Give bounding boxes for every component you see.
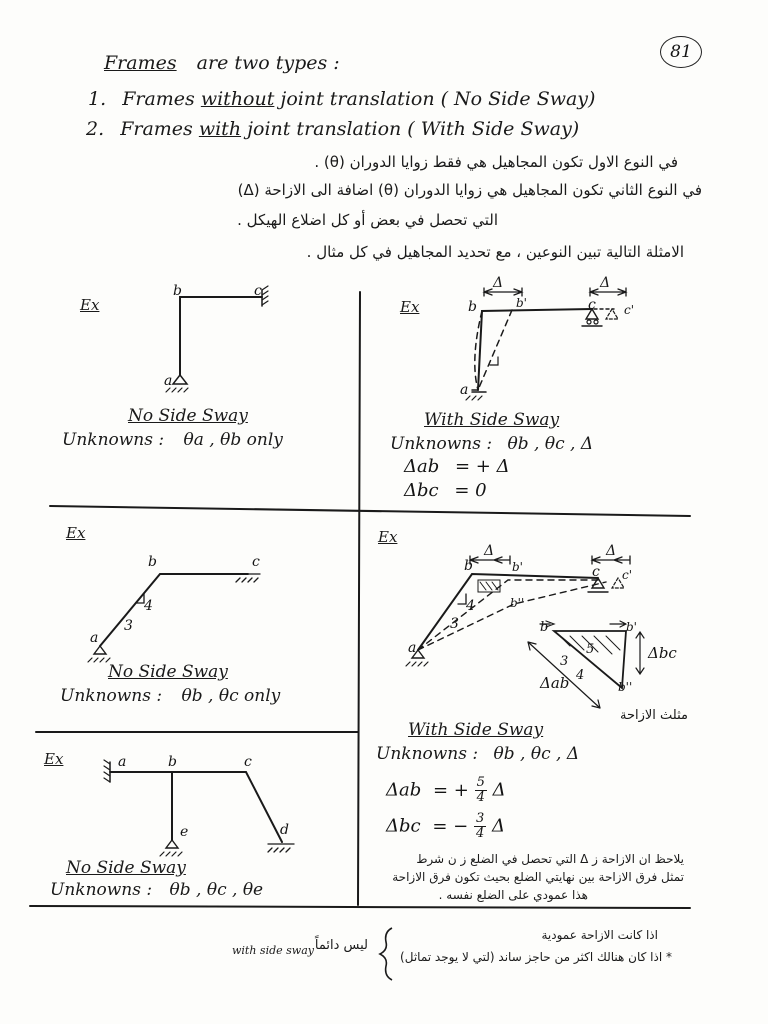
ex5-joint-b: b [168,754,177,770]
ex3-unknowns-label: Unknowns : [60,686,163,706]
ex2-joint-b-prime: b' [516,296,527,310]
triangle-label-b: b [540,620,549,635]
frames-heading-rest: are two types : [196,52,340,74]
ex3-slope-4: 4 [144,598,153,614]
triangle-caption: مثلث الازاحة [619,708,688,723]
ex4-slope-3: 3 [450,616,459,632]
footer-brace [380,928,392,980]
ex2-joint-c-prime: c' [624,303,635,317]
ex1-joint-a: a [164,373,173,389]
ex5-tag: Ex [44,750,64,768]
ex2-joint-c: c [588,297,596,313]
ex2-unknowns-value: θb , θc , Δ [507,434,594,454]
triangle-side-3: 3 [560,654,569,669]
ex4-eq1-denominator: 4 [476,790,485,805]
ex4-joint-b: b [464,558,473,574]
ex3-joint-a: a [90,630,99,646]
triangle-side-4: 4 [576,668,585,683]
ex2-joint-b: b [468,299,477,315]
ex4-eq2-numerator: 3 [475,811,485,826]
ex4-joint-b-prime: b' [512,560,523,574]
triangle-label-b-double-prime: b'' [618,680,633,694]
triangle-side-5: 5 [586,642,595,657]
ex4-slope-4: 4 [466,598,475,614]
ex4-tag: Ex [378,528,398,546]
ex3-slope-3: 3 [124,618,133,634]
type-1-number: 1. [88,88,107,110]
ex5-joint-d: d [280,822,289,838]
note-line-2: تمثل فرق الازاحة بين نهايتي الضلع بحيث تكون فرق الازاحة [392,870,684,884]
ex5-joint-a: a [118,754,127,770]
ex4-eq2-sign: = − [432,815,469,837]
ex3-unknowns-value: θb , θc only [181,686,281,706]
ex1-unknowns-label: Unknowns : [62,430,165,450]
type-2-keyword: with [198,118,242,140]
ex2-eq1-lhs: Δab [404,456,440,477]
footer-right-line-1: اذا كانت الازاحة عمودية [541,928,658,942]
ex4-delta-label-c: Δ [606,543,617,559]
triangle-delta-bc: Δbc [648,644,677,662]
ex1-tag: Ex [80,296,100,314]
ex3-case: No Side Sway [108,662,228,682]
type-1-text: joint translation ( No Side Sway) [280,88,596,110]
footer-left: with side sway [232,944,314,957]
ex5-joint-c: c [244,754,252,770]
ex2-eq1-rhs: = + Δ [455,456,510,477]
ex2-tag: Ex [400,298,420,316]
ex4-unknowns-value: θb , θc , Δ [493,744,580,764]
ex2-eq2-lhs: Δbc [404,480,439,501]
ex5-unknowns-value: θb , θc , θe [169,880,264,900]
ex5-case: No Side Sway [66,858,186,878]
ex4-joint-b-double-prime: b'' [510,596,525,610]
type-1-prefix: Frames [122,88,195,110]
ex1-joint-b: b [173,283,182,299]
arabic-line-4: الامثلة التالية تبين النوعين ، مع تحديد المجاهيل في كل مثال . [306,243,684,261]
ex4-eq1-numerator: 5 [476,775,485,790]
ex4-joint-c-prime: c' [622,568,633,582]
ex4-case: With Side Sway [408,720,544,740]
type-1-keyword: without [200,88,275,110]
ex4-eq2-tail: Δ [491,815,505,837]
ex4-eq1-sign: = + [433,779,469,801]
ex5-joint-e: e [180,824,189,840]
ex4-eq2-denominator: 4 [475,826,485,841]
ex4-unknowns-label: Unknowns : [376,744,479,764]
ex3-tag: Ex [66,524,86,542]
arabic-line-1: في النوع الاول تكون المجاهيل هي فقط زوايا الدوران (θ) . [314,153,678,171]
page-number: 81 [660,36,702,68]
type-2-text: joint translation ( With Side Sway) [247,118,580,140]
triangle-label-b-prime: b' [626,620,637,634]
ex2-joint-a: a [460,382,469,398]
ex2-delta-label-c: Δ [600,275,611,291]
frames-heading: Frames [104,52,177,74]
ex4-eq1-lhs: Δab [386,779,422,801]
ex1-case: No Side Sway [128,406,248,426]
type-2-prefix: Frames [120,118,193,140]
ex3-joint-c: c [252,554,260,570]
ex4-eq1-tail: Δ [492,779,506,801]
ex3-joint-b: b [148,554,157,570]
ex5-unknowns-label: Unknowns : [50,880,153,900]
note-line-3: هذا عمودي على الضلع نفسه . [438,888,588,902]
ex4-delta-label-b: Δ [484,543,495,559]
ex4-joint-a: a [408,640,417,656]
ex4-eq2-lhs: Δbc [386,815,421,837]
footer-middle: ليس دائماً [314,938,368,953]
footer-right-line-2: * اذا كان هنالك اكثر من حاجز ساند (لتي لا يوجد تماثل) [400,950,672,964]
arabic-line-2: في النوع الثاني تكون المجاهيل هي زوايا الدوران (θ) اضافة الى الازاحة (Δ) [237,181,702,199]
triangle-delta-ab: Δab [540,674,570,692]
ex2-delta-label-b: Δ [493,275,504,291]
ex1-joint-c: c [254,283,262,299]
arabic-line-3: التي تحصل في بعض أو كل اضلاع الهيكل . [237,211,498,229]
ex2-eq2-rhs: = 0 [454,480,487,501]
ex2-case: With Side Sway [424,410,560,430]
ex1-unknowns-value: θa , θb only [183,430,283,450]
type-2-number: 2. [86,118,105,140]
ex4-joint-c: c [592,564,600,580]
ex2-unknowns-label: Unknowns : [390,434,493,454]
note-line-1: يلاحظ ان الازاحة ز Δ التي تحصل في الضلع ز ن شرط [416,852,684,866]
